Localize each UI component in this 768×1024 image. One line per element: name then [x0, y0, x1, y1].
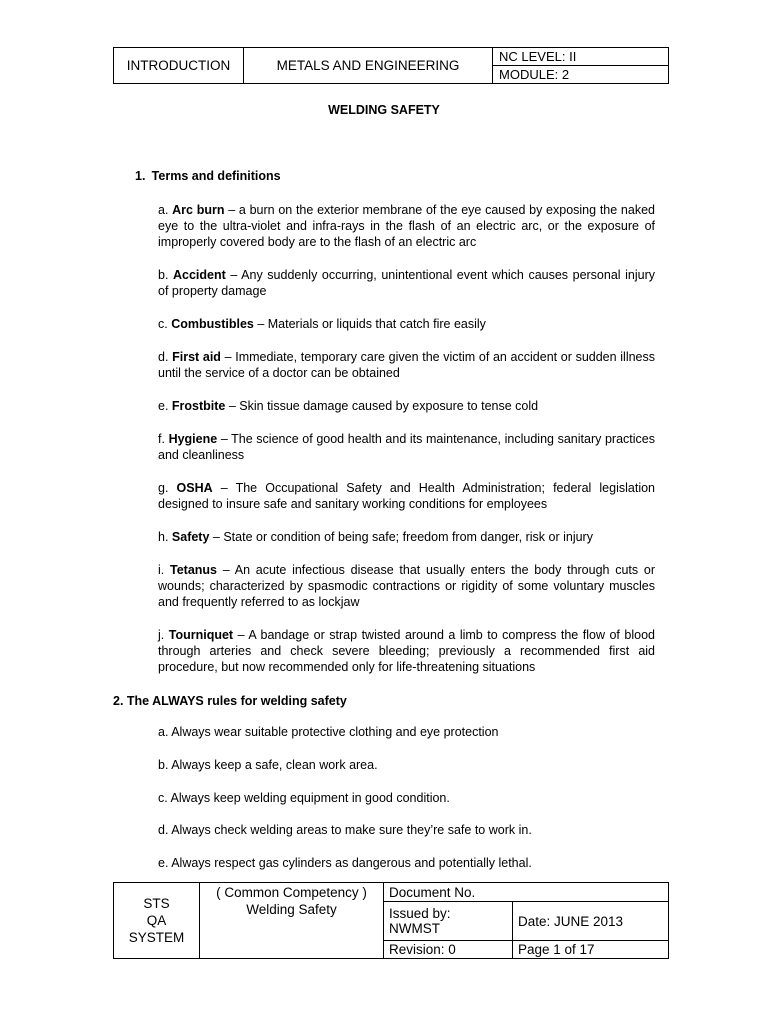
definition-first-aid: d. First aid – Immediate, temporary care given the victim of an accident or sudden illness until the service of a doctor can be obtained	[158, 350, 655, 380]
term: Safety	[171, 530, 210, 544]
definition-osha: g. OSHA – The Occupational Safety and Health Administration; federal legislation designed to insure safe and sanitary working conditions for employees	[158, 481, 655, 511]
footer-revision: Revision: 0	[384, 940, 513, 958]
footer-page-number: Page 1 of 17	[513, 940, 669, 958]
section2-heading: 2. The ALWAYS rules for welding safety	[113, 694, 347, 708]
definition-combustibles: c. Combustibles – Materials or liquids that catch fire easily	[158, 317, 486, 331]
definition-accident: b. Accident – Any suddenly occurring, unintentional event which causes personal injury of property damage	[158, 268, 655, 298]
footer-document-no: Document No.	[384, 883, 669, 902]
term: Frostbite	[171, 399, 226, 413]
footer-issued-by: Issued by: NWMST	[384, 902, 513, 941]
definition-arc-burn: a. Arc burn – a burn on the exterior membrane of the eye caused by exposing the naked eye to the ultra-violet and infra-rays in the flash of an electric arc, or the exposure of improperly covered body are to the flash of an electric arc	[158, 203, 655, 249]
definition-safety: h. Safety – State or condition of being safe; freedom from danger, risk or injury	[158, 530, 593, 544]
definition-tetanus: i. Tetanus – An acute infectious disease that usually enters the body through cuts or wounds; characterized by spasmodic contractions or rigidity of some voluntary muscles and frequently referred to as lockjaw	[158, 563, 655, 609]
section1-heading: 1. Terms and definitions	[135, 169, 281, 183]
header-module: MODULE: 2	[493, 66, 669, 84]
header-introduction: INTRODUCTION	[114, 48, 244, 84]
term: Tetanus	[170, 563, 217, 577]
term: Arc burn	[172, 203, 225, 217]
rule-item: a. Always wear suitable protective clothing and eye protection	[158, 725, 499, 739]
term: Tourniquet	[168, 628, 234, 642]
term: Hygiene	[168, 432, 218, 446]
header-table	[113, 47, 669, 84]
footer-table	[113, 882, 669, 959]
rule-item: c. Always keep welding equipment in good condition.	[158, 791, 450, 805]
term: OSHA	[176, 481, 213, 495]
footer-sts-qa-system: STS QA SYSTEM	[114, 883, 200, 959]
term: Combustibles	[171, 317, 254, 331]
term: First aid	[172, 350, 221, 364]
rule-item: d. Always check welding areas to make sure they’re safe to work in.	[158, 823, 532, 837]
rule-item: e. Always respect gas cylinders as dangerous and potentially lethal.	[158, 856, 532, 870]
header-nc-level: NC LEVEL: II	[493, 48, 669, 66]
footer-date: Date: JUNE 2013	[513, 902, 669, 941]
definition-tourniquet: j. Tourniquet – A bandage or strap twisted around a limb to compress the flow of blood through arteries and check severe bleeding; previously a recommended first aid procedure, but now recommended only for life-threatening situations	[158, 628, 655, 674]
page-title: WELDING SAFETY	[328, 103, 440, 117]
rule-item: b. Always keep a safe, clean work area.	[158, 758, 378, 772]
definition-frostbite: e. Frostbite – Skin tissue damage caused by exposure to tense cold	[158, 399, 539, 413]
footer-competency: ( Common Competency ) Welding Safety	[200, 883, 384, 959]
definition-hygiene: f. Hygiene – The science of good health and its maintenance, including sanitary practices and cleanliness	[158, 432, 655, 462]
header-metals-engineering: METALS AND ENGINEERING	[244, 48, 493, 84]
term: Accident	[173, 268, 226, 282]
